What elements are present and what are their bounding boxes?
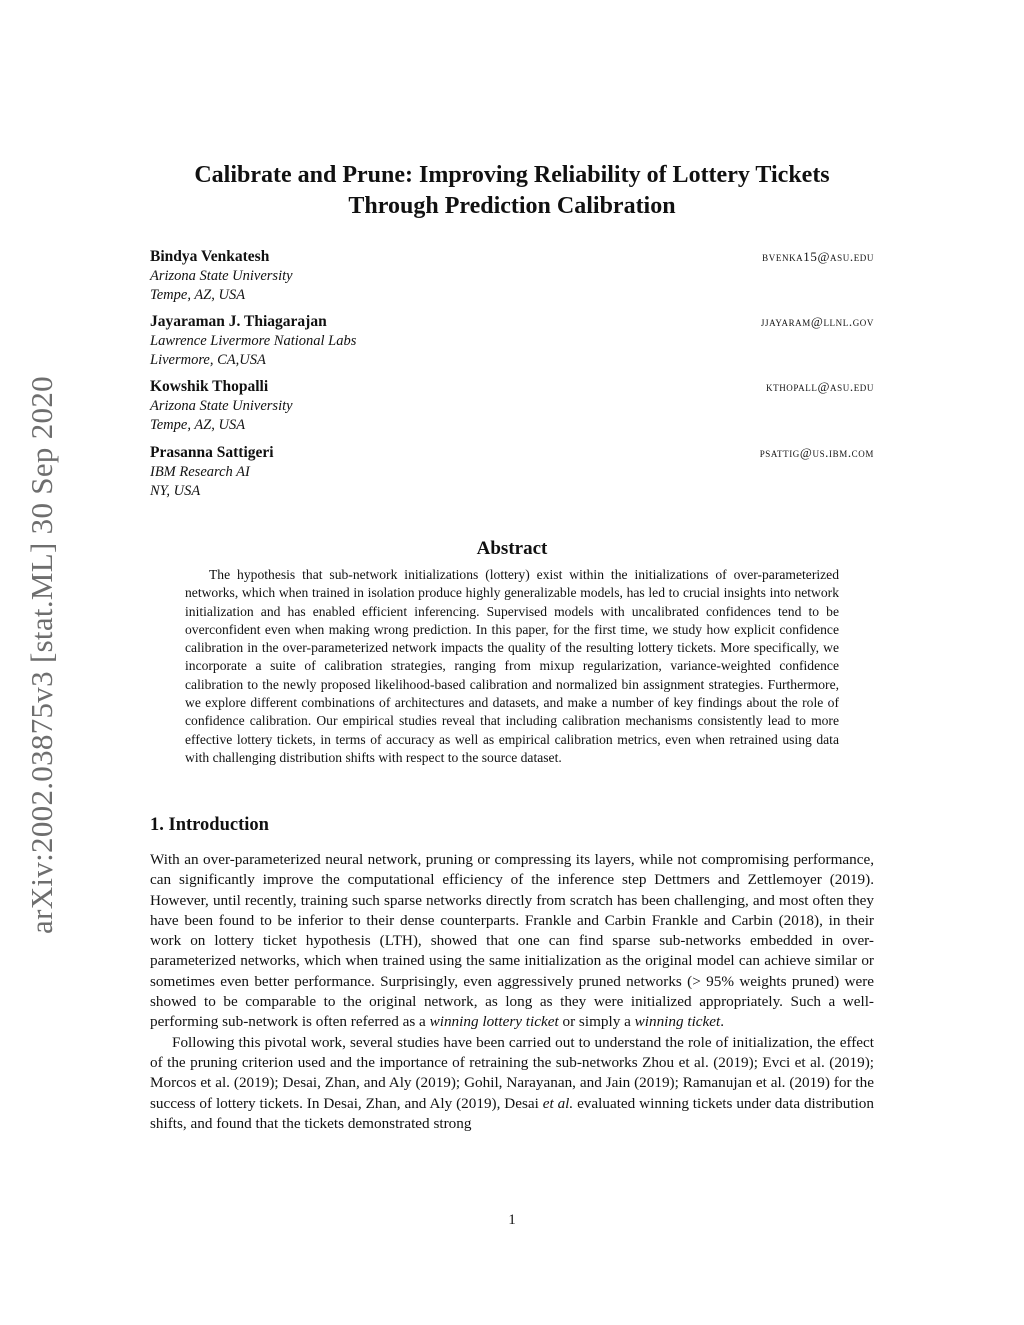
paragraph-text: . (720, 1013, 725, 1031)
author-email[interactable]: kthopall@asu.edu (766, 379, 874, 394)
author-affiliation: Arizona State University (150, 398, 293, 414)
abstract-heading: Abstract (476, 538, 548, 559)
arxiv-identifier: arXiv:2002.03875v3 [stat.ML] 30 Sep 2020 (24, 376, 60, 934)
paragraph-text: evaluated winning tickets under data distribution shifts, and found that the tickets demonstrated strong (150, 1094, 874, 1132)
author-block (150, 312, 874, 370)
author-name: Prasanna Sattigeri (150, 444, 274, 461)
paragraph (150, 1033, 874, 1134)
author-block (150, 247, 874, 305)
introduction-body (150, 850, 874, 1134)
section-heading-introduction: 1. Introduction (150, 815, 269, 835)
arxiv-sidebar (20, 350, 64, 960)
page-number: 1 (508, 1212, 516, 1228)
author-affiliation: Lawrence Livermore National Labs (150, 333, 357, 349)
author-block (150, 443, 874, 501)
author-name: Bindya Venkatesh (150, 248, 270, 265)
emphasis-text: winning lottery ticket (429, 1013, 559, 1031)
author-location: NY, USA (150, 483, 201, 499)
author-name: Kowshik Thopalli (150, 378, 269, 395)
author-affiliation: IBM Research AI (150, 464, 250, 480)
abstract-text: The hypothesis that sub-network initializations (lottery) exist within the initializations of over-parameterized networks, which when trained in isolation produce highly generalizable models, has led to crucial insights into network initialization and has enabled efficient inferencing. Supervised models with uncalibrated confidences tend to be overconfident even when making wrong prediction. In this paper, for the first time, we study how explicit confidence calibration in the over-parameterized network impacts the quality of the resulting lottery tickets. More specifically, we incorporate a suite of calibration strategies, ranging from mixup regularization, variance-weighted confidence calibration to the newly proposed likelihood-based calibration and normalized bin assignment strategies. Furthermore, we explore different combinations of architectures and datasets, and make a number of key findings about the role of confidence calibration. Our empirical studies reveal that including calibration mechanisms consistently lead to more effective lottery tickets, in terms of accuracy as well as empirical calibration metrics, even when retrained using data with challenging distribution shifts with respect to the source dataset. (185, 567, 839, 765)
paper-title (150, 160, 874, 222)
paragraph (150, 850, 874, 1033)
author-name: Jayaraman J. Thiagarajan (150, 313, 327, 330)
emphasis-text: et al. (542, 1094, 574, 1112)
author-affiliation: Arizona State University (150, 268, 293, 284)
paragraph-text: or simply a (558, 1013, 635, 1031)
paragraph-text: Following this pivotal work, several studies have been carried out to understand the role of initialization, the effect of the pruning criterion used and the importance of retraining the sub-networks Zhou et al. (2019); Evci et al. (2019); Morcos et al. (2019); Desai, Zhan, and Aly (2019); Gohil, Narayanan, and Jain (2019); Ramanujan et al. (2019) for the success of lottery tickets. In Desai, Zhan, and Aly (2019), Desai (150, 1033, 874, 1112)
author-block (150, 377, 874, 435)
title-line-2: Through Prediction Calibration (348, 193, 676, 219)
author-email[interactable]: bvenka15@asu.edu (762, 249, 874, 264)
author-location: Tempe, AZ, USA (150, 287, 246, 303)
author-location: Tempe, AZ, USA (150, 417, 246, 433)
emphasis-text: winning ticket (634, 1013, 721, 1031)
author-email[interactable]: jjayaram@llnl.gov (760, 314, 874, 329)
author-location: Livermore, CA,USA (150, 352, 266, 368)
title-line-1: Calibrate and Prune: Improving Reliability of Lottery Tickets (194, 162, 830, 188)
author-email[interactable]: psattig@us.ibm.com (759, 445, 874, 460)
paragraph-text: With an over-parameterized neural network, pruning or compressing its layers, while not compromising performance, can significantly improve the computational efficiency of the inference step Dettmers and Zettlemoyer (2019). However, until recently, training such sparse networks directly from scratch has been challenging, and most often they have been found to be inferior to their dense counterparts. Frankle and Carbin Frankle and Carbin (2018), in their work on lottery ticket hypothesis (LTH), showed that one can find sparse sub-networks embedded in over-parameterized networks, which when trained using the same initialization as the original model can achieve similar or sometimes even better performance. Surprisingly, even aggressively pruned networks (> 95% weights pruned) were showed to be comparable to the original network, as long as they were initialized appropriately. Such a well-performing sub-network is often referred as a (150, 851, 874, 1031)
